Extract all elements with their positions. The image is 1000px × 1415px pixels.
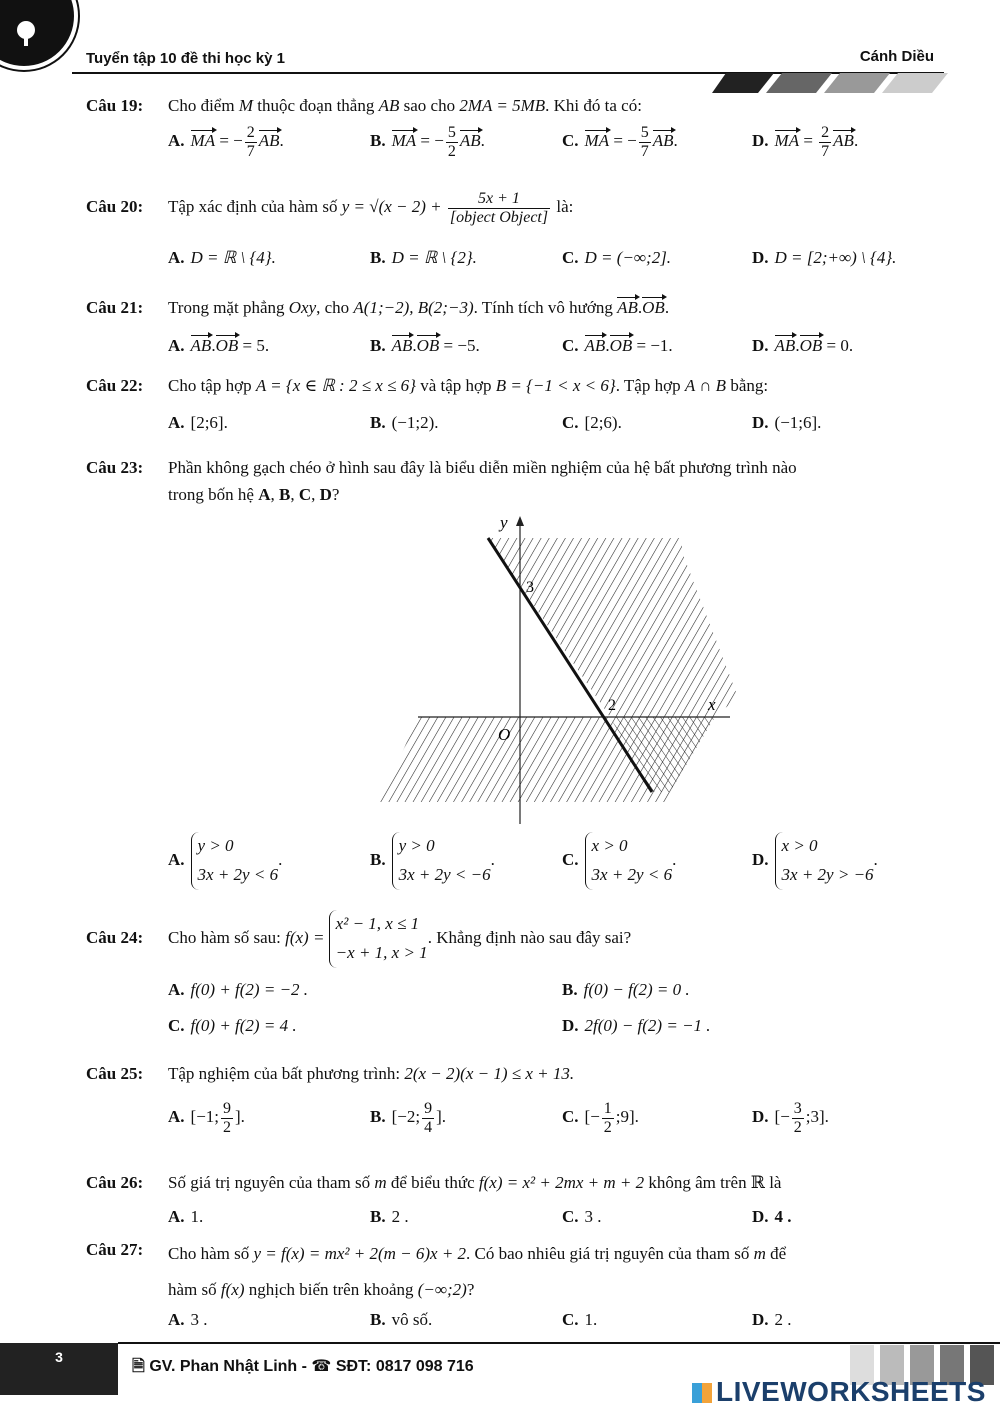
option-text: f(0) − f(2) = 0 . xyxy=(583,980,690,999)
text: . Khi đó ta có: xyxy=(545,96,642,115)
denominator: 2 xyxy=(223,1118,232,1136)
vector: OB xyxy=(215,336,239,355)
option-label: A. xyxy=(168,413,185,432)
option-26b[interactable] xyxy=(370,1207,409,1227)
math: y = √(x − 2) + xyxy=(341,197,446,216)
text: . xyxy=(664,298,670,317)
option-label: C. xyxy=(562,849,579,869)
math: . xyxy=(795,336,800,355)
option-label: B. xyxy=(370,248,386,267)
option-24a[interactable] xyxy=(168,980,308,1000)
system-row: 3x + 2y < 6 xyxy=(591,864,673,884)
option-label: B. xyxy=(370,1107,386,1126)
question-20 xyxy=(86,190,573,226)
phone-number: SĐT: 0817 098 716 xyxy=(335,1358,474,1375)
text: . Có bao nhiêu giá trị nguyên của tham số xyxy=(466,1244,754,1263)
math: A = {x ∈ ℝ : 2 ≤ x ≤ 6} xyxy=(255,376,416,395)
denominator: 7 xyxy=(640,142,649,160)
numerator: 9 xyxy=(424,1100,433,1117)
option-text: 4 . xyxy=(774,1207,792,1226)
tree-icon xyxy=(0,0,74,66)
option-text: 2f(0) − f(2) = −1 . xyxy=(584,1016,711,1035)
vector: OB xyxy=(416,336,440,355)
text: Cho hàm số sau: xyxy=(168,927,286,947)
denominator: 4 xyxy=(424,1118,433,1136)
math: A ∩ B xyxy=(684,376,727,395)
fraction xyxy=(221,1100,233,1136)
system-row: x > 0 xyxy=(781,836,818,855)
option-text: vô số. xyxy=(391,1310,433,1329)
option-24b[interactable] xyxy=(562,980,690,1000)
numerator: 5x + 1 xyxy=(448,190,550,209)
vector: AB xyxy=(584,336,606,355)
option-label: D. xyxy=(752,131,769,150)
option-label: D. xyxy=(752,1207,769,1226)
option-text: = 5. xyxy=(238,336,270,355)
system xyxy=(775,832,874,890)
system xyxy=(392,832,491,890)
option-label: C. xyxy=(562,1207,579,1226)
option-19b[interactable]: B. MA = − $\frac{5}{2}$ AB. xyxy=(370,124,485,160)
option-22a[interactable] xyxy=(168,413,228,433)
text: D xyxy=(319,485,332,504)
fraction xyxy=(819,124,831,160)
option-27a[interactable] xyxy=(168,1310,208,1330)
option-25b[interactable] xyxy=(370,1100,446,1136)
question-27-text xyxy=(168,1236,938,1308)
text: C xyxy=(298,485,312,504)
system-row: 3x + 2y < 6 xyxy=(197,864,279,884)
header-title: Tuyển tập 10 đề thi học kỳ 1 xyxy=(86,50,285,67)
option-label: C. xyxy=(562,1310,579,1329)
question-number: Câu 25: xyxy=(86,1064,144,1083)
text: B xyxy=(278,485,291,504)
option-label: C. xyxy=(562,336,579,355)
math: [− xyxy=(584,1107,600,1126)
math: [− xyxy=(774,1107,790,1126)
option-25c[interactable] xyxy=(562,1100,639,1136)
denominator: 7 xyxy=(246,142,255,160)
option-label: A. xyxy=(168,1310,185,1329)
option-25a[interactable] xyxy=(168,1100,245,1136)
text: nghịch biến trên khoảng xyxy=(244,1280,418,1299)
footer-author xyxy=(132,1355,474,1382)
math: = − xyxy=(416,131,444,150)
option-19a[interactable]: A. MA = − $\frac{2}{7}$ AB. xyxy=(168,124,284,160)
option-text: (−1;2). xyxy=(391,413,439,432)
option-26a[interactable] xyxy=(168,1207,203,1227)
option-text: (−1;6]. xyxy=(774,413,822,432)
option-label: D. xyxy=(752,1310,769,1329)
origin-label: O xyxy=(498,725,511,744)
math: ]. xyxy=(235,1107,245,1126)
option-25d[interactable] xyxy=(752,1100,829,1136)
option-24d[interactable] xyxy=(562,1016,711,1036)
question-25 xyxy=(86,1064,574,1084)
math: ;3]. xyxy=(805,1107,829,1126)
vector: AB xyxy=(652,131,674,150)
math: ]. xyxy=(436,1107,446,1126)
math: m xyxy=(753,1244,766,1263)
option-label: D. xyxy=(752,336,769,355)
option-21c[interactable] xyxy=(562,336,673,356)
math: f(x) = x² + 2mx + m + 2 xyxy=(478,1173,645,1192)
system-row: 3x + 2y > −6 xyxy=(781,864,874,884)
option-label: C. xyxy=(168,1016,185,1035)
option-27b[interactable] xyxy=(370,1310,432,1330)
option-23c[interactable]: C.x > 0 3x + 2y < 6. xyxy=(562,832,676,890)
brand-text: LIVEWORKSHEETS xyxy=(716,1376,986,1407)
option-label: D. xyxy=(752,849,769,869)
option-label: A. xyxy=(168,131,185,150)
math: Oxy xyxy=(288,298,317,317)
option-label: A. xyxy=(168,336,185,355)
option-label: C. xyxy=(562,1107,579,1126)
text: Cho tập hợp xyxy=(168,376,256,395)
option-24c[interactable] xyxy=(168,1016,297,1036)
option-text: D = ℝ \ {4}. xyxy=(190,248,276,267)
option-label: B. xyxy=(370,413,386,432)
system-row: x > 0 xyxy=(591,836,628,855)
denominator: [object Object] xyxy=(449,208,549,226)
option-label: A. xyxy=(168,248,185,267)
vector: AB xyxy=(617,298,638,317)
text: A xyxy=(258,485,271,504)
vector: AB xyxy=(258,131,280,150)
vector: AB xyxy=(459,131,481,150)
option-text: 1. xyxy=(584,1310,598,1329)
text: Số giá trị nguyên của tham số xyxy=(168,1173,375,1192)
fraction xyxy=(245,124,257,160)
system-row: y > 0 xyxy=(398,836,435,855)
question-19 xyxy=(86,96,642,116)
footer-rule xyxy=(118,1342,1000,1344)
option-label: B. xyxy=(370,336,386,355)
option-20a[interactable] xyxy=(168,248,276,268)
option-label: A. xyxy=(168,1207,185,1226)
liveworksheets-icon xyxy=(692,1383,712,1403)
vector: AB xyxy=(833,131,854,150)
hatched-region-upper xyxy=(488,538,738,717)
question-number: Câu 20: xyxy=(86,197,144,216)
option-20b[interactable] xyxy=(370,248,477,268)
math: y = f(x) = mx² + 2(m − 6)x + 2 xyxy=(253,1244,467,1263)
question-26 xyxy=(86,1173,781,1193)
option-23a[interactable]: A.y > 0 3x + 2y < 6. xyxy=(168,832,282,890)
piecewise xyxy=(329,910,428,968)
option-19c[interactable]: C. MA = − $\frac{5}{7}$ AB. xyxy=(562,124,678,160)
header-series: Cánh Diều xyxy=(859,48,934,65)
text: thuộc đoạn thẳng xyxy=(253,96,379,115)
option-label: A. xyxy=(168,1107,185,1126)
fraction xyxy=(422,1100,434,1136)
system xyxy=(191,832,279,890)
text: sao cho xyxy=(399,96,460,115)
text: ? xyxy=(466,1280,475,1299)
option-23b[interactable]: B.y > 0 3x + 2y < −6. xyxy=(370,832,495,890)
text: Tập nghiệm của bất phương trình: xyxy=(168,1064,405,1083)
vector: AB xyxy=(190,336,212,355)
vector: MA xyxy=(391,131,417,150)
vector: AB xyxy=(774,336,796,355)
y-axis-arrow xyxy=(516,516,524,526)
option-text: 1. xyxy=(190,1207,204,1226)
page-number: 3 xyxy=(0,1343,118,1395)
option-text: = −1. xyxy=(632,336,673,355)
numerator: 2 xyxy=(246,124,255,141)
option-text: = 0. xyxy=(822,336,854,355)
denominator: 2 xyxy=(603,1118,612,1136)
option-text: 2 . xyxy=(774,1310,792,1329)
author-name: GV. Phan Nhật Linh xyxy=(149,1358,298,1375)
question-24 xyxy=(86,910,631,968)
x-intercept-label: 2 xyxy=(608,697,616,714)
numerator: 5 xyxy=(447,124,456,141)
vector: OB xyxy=(642,298,665,317)
option-21a[interactable] xyxy=(168,336,269,356)
text: Phần không gạch chéo ở hình sau đây là biểu diễn miền nghiệm của hệ bất phương trình nào xyxy=(168,458,797,477)
option-label: D. xyxy=(752,248,769,267)
numerator: 3 xyxy=(793,1100,802,1117)
header-logo-circle xyxy=(0,0,78,70)
text: Tập xác định của hàm số xyxy=(168,197,342,216)
separator: - xyxy=(297,1358,312,1375)
option-23d[interactable]: D.x > 0 3x + 2y > −6. xyxy=(752,832,878,890)
vector: MA xyxy=(190,131,216,150)
math: AB xyxy=(378,96,400,115)
text: hàm số xyxy=(168,1280,221,1299)
option-27d[interactable] xyxy=(752,1310,792,1330)
option-text: D = (−∞;2]. xyxy=(584,248,672,267)
option-text: = −5. xyxy=(439,336,480,355)
text: , xyxy=(311,485,320,504)
math: . xyxy=(211,336,216,355)
question-number: Câu 27: xyxy=(86,1240,144,1259)
math: = − xyxy=(215,131,243,150)
text: để xyxy=(765,1244,787,1263)
question-number: Câu 23: xyxy=(86,458,144,477)
fraction xyxy=(602,1100,614,1136)
option-22b[interactable] xyxy=(370,413,438,433)
vector: OB xyxy=(799,336,823,355)
system xyxy=(585,832,673,890)
option-text: f(0) + f(2) = −2 . xyxy=(190,980,309,999)
math: A(1;−2), B(2;−3) xyxy=(353,298,474,317)
piece-row: −x + 1, x > 1 xyxy=(335,942,428,962)
fraction xyxy=(639,124,651,160)
math: 2(x − 2)(x − 1) ≤ x + 13. xyxy=(404,1064,575,1083)
option-text: [2;6]. xyxy=(190,413,228,432)
numerator: 5 xyxy=(640,124,649,141)
option-text: f(0) + f(2) = 4 . xyxy=(190,1016,297,1035)
option-label: B. xyxy=(370,131,386,150)
math: [−1; xyxy=(190,1107,220,1126)
text: , xyxy=(270,485,279,504)
question-number: Câu 19: xyxy=(86,96,144,115)
text: bằng: xyxy=(726,376,769,395)
math: B = {−1 < x < 6} xyxy=(495,376,616,395)
fraction xyxy=(446,124,458,160)
option-21d[interactable] xyxy=(752,336,853,356)
option-label: D. xyxy=(562,1016,579,1035)
option-20d[interactable] xyxy=(752,248,896,268)
option-label: B. xyxy=(370,1207,386,1226)
text: . Tập hợp xyxy=(615,376,685,395)
question-number: Câu 22: xyxy=(86,376,144,395)
document-icon: 🗎 xyxy=(132,1358,145,1375)
option-20c[interactable] xyxy=(562,248,671,268)
system-row: 3x + 2y < −6 xyxy=(398,864,491,884)
option-26c[interactable] xyxy=(562,1207,602,1227)
vector: AB xyxy=(391,336,413,355)
math: = xyxy=(799,131,818,150)
math: f(x) xyxy=(220,1280,245,1299)
option-26d[interactable] xyxy=(752,1207,798,1227)
question-27-number xyxy=(86,1240,168,1260)
text: Trong mặt phẳng xyxy=(168,298,289,317)
vector: MA xyxy=(774,131,800,150)
numerator: 9 xyxy=(223,1100,232,1117)
math: . xyxy=(412,336,417,355)
math: . xyxy=(637,298,643,317)
question-22 xyxy=(86,376,768,396)
vector: OB xyxy=(609,336,633,355)
option-text: 3 . xyxy=(584,1207,602,1226)
question-number: Câu 26: xyxy=(86,1173,144,1192)
math: m xyxy=(374,1173,387,1192)
option-label: C. xyxy=(562,131,579,150)
option-label: C. xyxy=(562,248,579,267)
text: là: xyxy=(552,197,574,216)
option-22d[interactable] xyxy=(752,413,821,433)
x-axis-label: x xyxy=(708,695,716,714)
option-text: D = ℝ \ {2}. xyxy=(391,248,477,267)
text: để biểu thức xyxy=(386,1173,479,1192)
question-23-text xyxy=(168,454,938,508)
option-text: D = [2;+∞) \ {4}. xyxy=(774,248,897,267)
option-27c[interactable] xyxy=(562,1310,597,1330)
text: Cho hàm số xyxy=(168,1244,254,1263)
y-axis-label: y xyxy=(500,513,508,532)
denominator: 2 xyxy=(447,142,456,160)
option-label: B. xyxy=(562,980,578,999)
math: [−2; xyxy=(391,1107,421,1126)
option-label: D. xyxy=(752,1107,769,1126)
denominator: 7 xyxy=(821,142,830,160)
vector: MA xyxy=(584,131,610,150)
math: (−∞;2) xyxy=(417,1280,467,1299)
text: trong bốn hệ xyxy=(168,485,259,504)
liveworksheets-logo[interactable] xyxy=(692,1376,986,1408)
question-23-number xyxy=(86,458,168,478)
option-label: C. xyxy=(562,413,579,432)
option-text: 3 . xyxy=(190,1310,208,1329)
math: = − xyxy=(609,131,637,150)
option-22c[interactable] xyxy=(562,413,622,433)
phone-icon: ☎ xyxy=(311,1358,332,1375)
text: Cho điểm xyxy=(168,96,239,115)
option-text: [2;6). xyxy=(584,413,622,432)
math: . xyxy=(605,336,610,355)
math: M xyxy=(238,96,254,115)
option-label: D. xyxy=(752,413,769,432)
option-label: B. xyxy=(370,849,386,869)
text: , cho xyxy=(316,298,354,317)
inequality-graph xyxy=(370,512,750,827)
numerator: 2 xyxy=(821,124,830,141)
option-text: 2 . xyxy=(391,1207,409,1226)
text: ? xyxy=(331,485,340,504)
piece-row: x² − 1, x ≤ 1 xyxy=(335,914,420,933)
header-stripes xyxy=(712,73,952,93)
text: . Khẳng định nào sau đây sai? xyxy=(427,927,632,947)
option-19d[interactable]: D. MA = $\frac{2}{7}$ AB. xyxy=(752,124,859,160)
option-label: A. xyxy=(168,849,185,869)
math: f(x) = xyxy=(285,927,329,947)
question-number: Câu 24: xyxy=(86,927,144,947)
fraction xyxy=(792,1100,804,1136)
text: . Tính tích vô hướng xyxy=(473,298,618,317)
fraction xyxy=(448,190,550,226)
text: , xyxy=(290,485,299,504)
denominator: 2 xyxy=(793,1118,802,1136)
option-label: B. xyxy=(370,1310,386,1329)
option-21b[interactable] xyxy=(370,336,480,356)
math: 2MA = 5MB xyxy=(459,96,546,115)
numerator: 1 xyxy=(603,1100,612,1117)
question-21 xyxy=(86,298,669,318)
text: không âm trên ℝ là xyxy=(644,1173,782,1192)
y-intercept-label: 3 xyxy=(526,579,534,596)
system-row: y > 0 xyxy=(197,836,234,855)
math: ;9]. xyxy=(615,1107,639,1126)
text: và tập hợp xyxy=(415,376,496,395)
question-number: Câu 21: xyxy=(86,298,144,317)
option-label: A. xyxy=(168,980,185,999)
